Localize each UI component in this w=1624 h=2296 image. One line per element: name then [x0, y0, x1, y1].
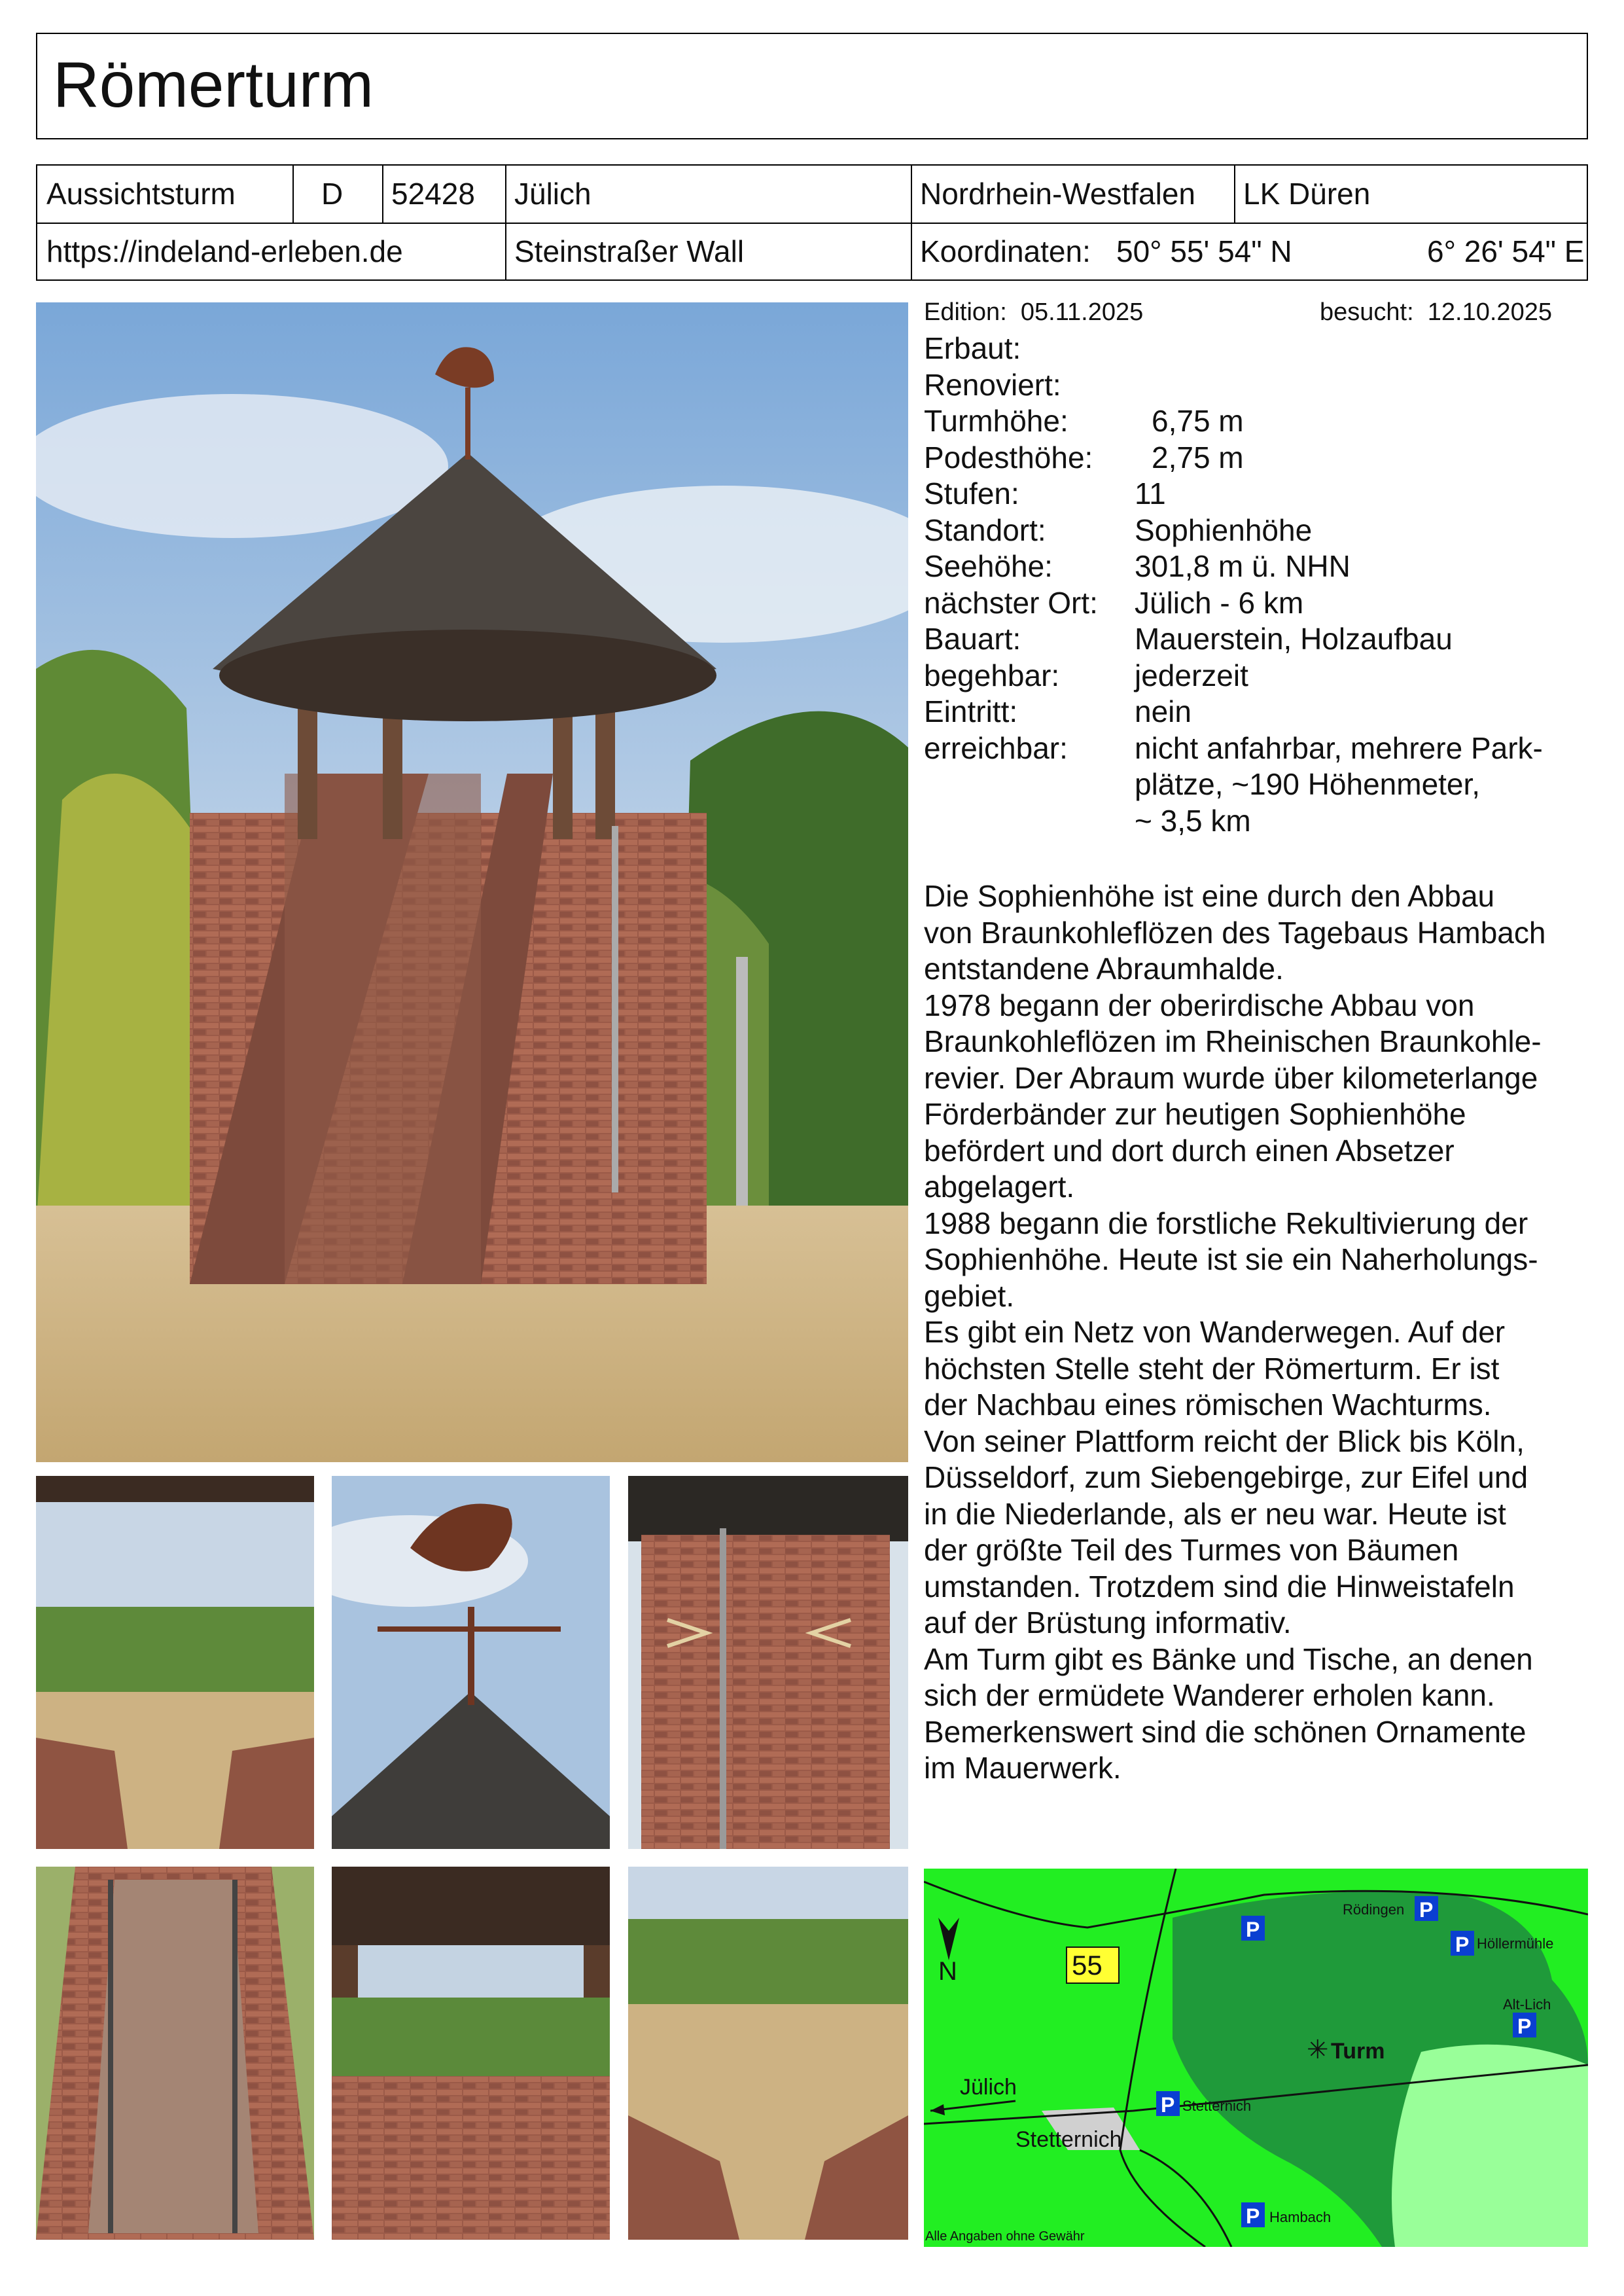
edition-label: Edition: [924, 298, 1007, 326]
edition-date: 05.11.2025 [1020, 298, 1144, 326]
description-line: gebiet. [924, 1278, 1015, 1313]
parking-label: P [1246, 2204, 1260, 2228]
description-line: Bemerkenswert sind die schönen Ornamente [924, 1714, 1527, 1749]
main-tower-photo [36, 302, 908, 1462]
place-stetternich-parking: Stetternich [1182, 2098, 1252, 2114]
place-roedingen: Rödingen [1343, 1901, 1405, 1918]
description-line: der größte Teil des Turmes von Bäumen [924, 1533, 1459, 1567]
description-line: 1988 begann die forstliche Rekultivierung der [924, 1206, 1528, 1240]
title-box [36, 33, 1588, 139]
description-line: 1978 begann der oberirdische Abbau von [924, 988, 1475, 1022]
col-divider [292, 166, 294, 223]
place-hambach: Hambach [1269, 2209, 1332, 2225]
description-line: Von seiner Plattform reicht der Blick bis Köln, [924, 1424, 1525, 1458]
description-line: Es gibt ein Netz von Wanderwegen. Auf der [924, 1315, 1506, 1349]
description-line: höchsten Stelle steht der Römerturm. Er ist [924, 1351, 1500, 1386]
tower-type: Aussichtsturm [46, 177, 236, 211]
description-line: Braunkohleflözen im Rheinischen Braunkohle- [924, 1024, 1542, 1058]
longitude: 6° 26' 54" E [1427, 234, 1585, 268]
place-altlich: Alt-Lich [1503, 1996, 1551, 2013]
info-table [36, 164, 1588, 281]
photo-weathervane [332, 1476, 610, 1849]
latitude: 50° 55' 54" N [1116, 234, 1292, 268]
north-label: N [938, 1957, 957, 1986]
place-juelich: Jülich [960, 2075, 1017, 2100]
description-line: revier. Der Abraum wurde über kilometerlange [924, 1060, 1538, 1095]
description-line: der Nachbau eines römischen Wachturms. [924, 1388, 1492, 1422]
street: Steinstraßer Wall [514, 234, 745, 268]
row-divider [37, 223, 1587, 224]
description-line: umstanden. Trotzdem sind die Hinweistafeln [924, 1569, 1515, 1604]
edition-line [924, 298, 1143, 327]
district: LK Düren [1243, 177, 1371, 211]
parking-label: P [1161, 2093, 1175, 2117]
parking-label: P [1517, 2015, 1532, 2038]
description-line: Am Turm gibt es Bänke und Tische, an denen [924, 1641, 1533, 1676]
photo-tower-ornaments [628, 1476, 908, 1849]
country-code: D [321, 177, 344, 211]
parking-label: P [1246, 1918, 1260, 1941]
tower-marker-icon: ✳ [1307, 2036, 1329, 2064]
description-line: entstandene Abraumhalde. [924, 952, 1284, 986]
visited-date: 12.10.2025 [1427, 298, 1552, 326]
place-stetternich: Stetternich [1015, 2127, 1122, 2152]
photo-platform-view [36, 1476, 314, 1849]
description-text [924, 878, 1604, 1787]
website-link[interactable]: https://indeland-erleben.de [46, 234, 403, 268]
description-line: in die Niederlande, als er neu war. Heute ist [924, 1496, 1506, 1531]
map-disclaimer: Alle Angaben ohne Gewähr [925, 2229, 1085, 2244]
parking-label: P [1419, 1898, 1434, 1922]
visited-line [1320, 298, 1552, 327]
state: Nordrhein-Westfalen [920, 177, 1196, 211]
coordinates-label: Koordinaten: [920, 234, 1091, 268]
parking-label: P [1455, 1933, 1470, 1956]
description-line: Förderbänder zur heutigen Sophienhöhe [924, 1097, 1466, 1131]
tower-label: Turm [1331, 2039, 1385, 2064]
road-number: 55 [1072, 1950, 1103, 1981]
description-line: befördert und dort durch einen Absetzer [924, 1133, 1455, 1168]
description-line: Düsseldorf, zum Siebengebirge, zur Eifel und [924, 1460, 1528, 1494]
city: Jülich [514, 177, 591, 211]
location-map [924, 1869, 1588, 2247]
photo-platform-inside [332, 1867, 610, 2240]
photo-plateau [628, 1867, 908, 2240]
description-line: Sophienhöhe. Heute ist sie ein Naherholungs- [924, 1242, 1538, 1276]
description-line: von Braunkohleflözen des Tagebaus Hambach [924, 915, 1546, 950]
description-line: abgelagert. [924, 1170, 1075, 1204]
description-line: auf der Brüstung informativ. [924, 1605, 1292, 1640]
page-title: Römerturm [53, 48, 374, 120]
visited-label: besucht: [1320, 298, 1414, 326]
description-line: im Mauerwerk. [924, 1751, 1121, 1785]
postal-code: 52428 [391, 177, 475, 211]
description-line: Die Sophienhöhe ist eine durch den Abbau [924, 879, 1495, 913]
photo-stairs [36, 1867, 314, 2240]
description-line: sich der ermüdete Wanderer erholen kann. [924, 1678, 1495, 1712]
place-hoellermuehle: Höllermühle [1477, 1935, 1554, 1952]
